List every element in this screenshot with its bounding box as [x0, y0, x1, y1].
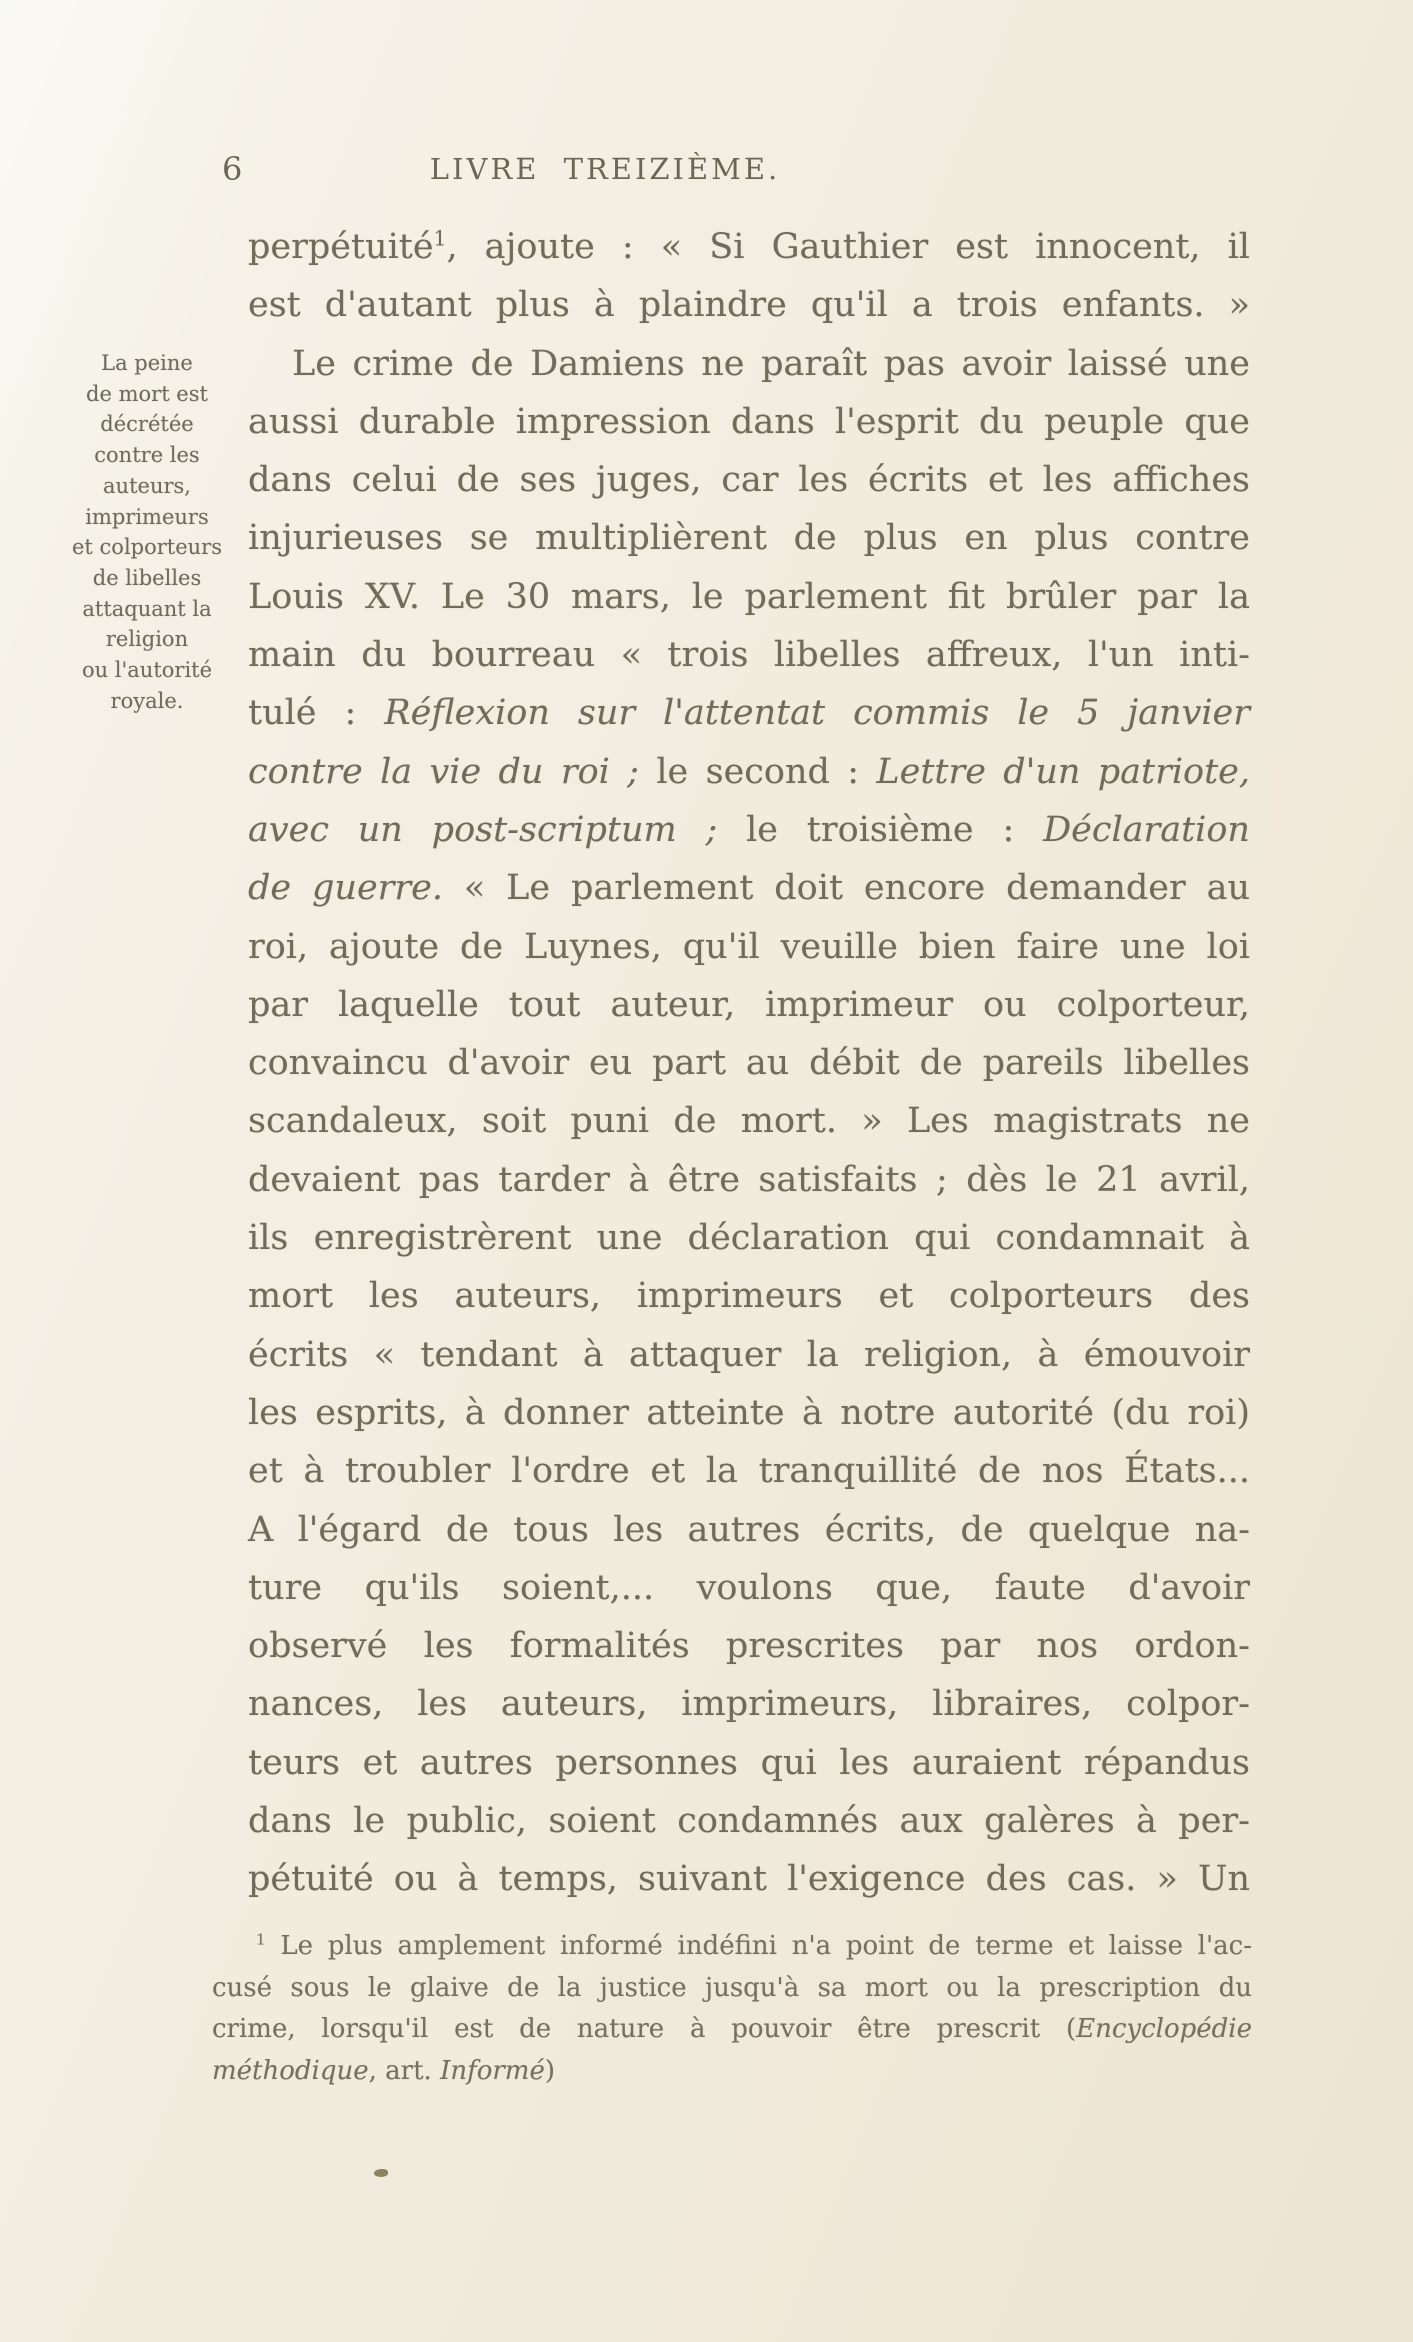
text-line: attaquant la [82, 596, 212, 621]
text-line: ture qu'ils soient,... voulons que, faute d'avoir [248, 1567, 1250, 1608]
text-line: écrits « tendant à attaquer la religion, à émouvoir [248, 1334, 1250, 1375]
text-line: avec un post-scriptum ; le troisième : Déclaration [248, 809, 1250, 850]
text-line: aussi durable impression dans l'esprit du peuple que [248, 401, 1250, 442]
text-line: de libelles [92, 565, 202, 590]
text-line: contre la vie du roi ; le second : Lettre d'un patriote, [248, 751, 1250, 792]
text-line: main du bourreau « trois libelles affreux, l'un inti- [248, 635, 1250, 676]
text-line: tulé : Réflexion sur l'attentat commis le 5 janvier [248, 693, 1250, 734]
body-text [248, 218, 1250, 1909]
text-line: $^1$ Le plus amplement informé indéfini n'a point de terme et laisse l'ac- [256, 1930, 1252, 1961]
text-line: teurs et autres personnes qui les auraient répandus [248, 1742, 1250, 1783]
text-line: scandaleux, soit puni de mort. » Les magistrats ne [248, 1101, 1250, 1142]
text-line: devaient pas tarder à être satisfaits ; dès le 21 avril, [248, 1159, 1250, 1200]
text-line: crime, lorsqu'il est de nature à pouvoir être prescrit (Encyclopédie [212, 2014, 1252, 2045]
text-line: convaincu d'avoir eu part au débit de pareils libelles [248, 1043, 1250, 1084]
text-line: royale. [110, 688, 184, 713]
text-line: perpétuité$^1$, ajoute : « Si Gauthier est innocent, il [248, 226, 1250, 267]
text-line: nances, les auteurs, imprimeurs, libraires, colpor- [248, 1684, 1250, 1725]
text-line: Le crime de Damiens ne paraît pas avoir laissé une [292, 343, 1250, 384]
text-line: auteurs, [103, 473, 191, 498]
text-line: contre les [94, 443, 200, 468]
text-line: roi, ajoute de Luynes, qu'il veuille bien faire une loi [248, 926, 1250, 967]
text-line: et à troubler l'ordre et la tranquillité de nos États... [248, 1451, 1250, 1492]
text-line: cusé sous le glaive de la justice jusqu'à sa mort ou la prescription du [212, 1972, 1252, 2003]
text-line: observé les formalités prescrites par nos ordon- [248, 1626, 1250, 1667]
text-line: La peine [101, 351, 193, 375]
text-line: mort les auteurs, imprimeurs et colporteurs des [248, 1276, 1250, 1317]
text-line: est d'autant plus à plaindre qu'il a trois enfants. » [248, 285, 1250, 326]
text-line: par laquelle tout auteur, imprimeur ou colporteur, [248, 984, 1250, 1025]
text-line: A l'égard de tous les autres écrits, de quelque na- [248, 1509, 1250, 1550]
running-header: LIVRE TREIZIÈME. [429, 152, 781, 186]
margin-note [48, 348, 246, 716]
text-line: méthodique, art. Informé) [212, 2055, 555, 2086]
page-number: 6 [222, 150, 243, 188]
text-line: dans le public, soient condamnés aux galères à per- [248, 1801, 1250, 1842]
ink-speck [374, 2169, 388, 2177]
text-line: dans celui de ses juges, car les écrits et les affiches [248, 460, 1250, 501]
text-line: et colporteurs [72, 535, 222, 560]
text-line: religion [105, 627, 189, 652]
footnote [212, 1926, 1252, 2092]
text-line: décrétée [100, 412, 194, 437]
text-line: les esprits, à donner atteinte à notre autorité (du roi) [248, 1392, 1250, 1433]
text-line: ils enregistrèrent une déclaration qui condamnait à [248, 1218, 1250, 1259]
text-line: ou l'autorité [81, 658, 213, 683]
text-line: Louis XV. Le 30 mars, le parlement fit brûler par la [248, 576, 1250, 617]
text-line: de guerre. « Le parlement doit encore demander au [248, 868, 1251, 909]
text-line: imprimeurs [85, 504, 209, 529]
text-line: injurieuses se multiplièrent de plus en plus contre [248, 518, 1250, 559]
text-line: pétuité ou à temps, suivant l'exigence des cas. » Un [248, 1859, 1250, 1900]
text-line: de mort est [86, 381, 208, 406]
